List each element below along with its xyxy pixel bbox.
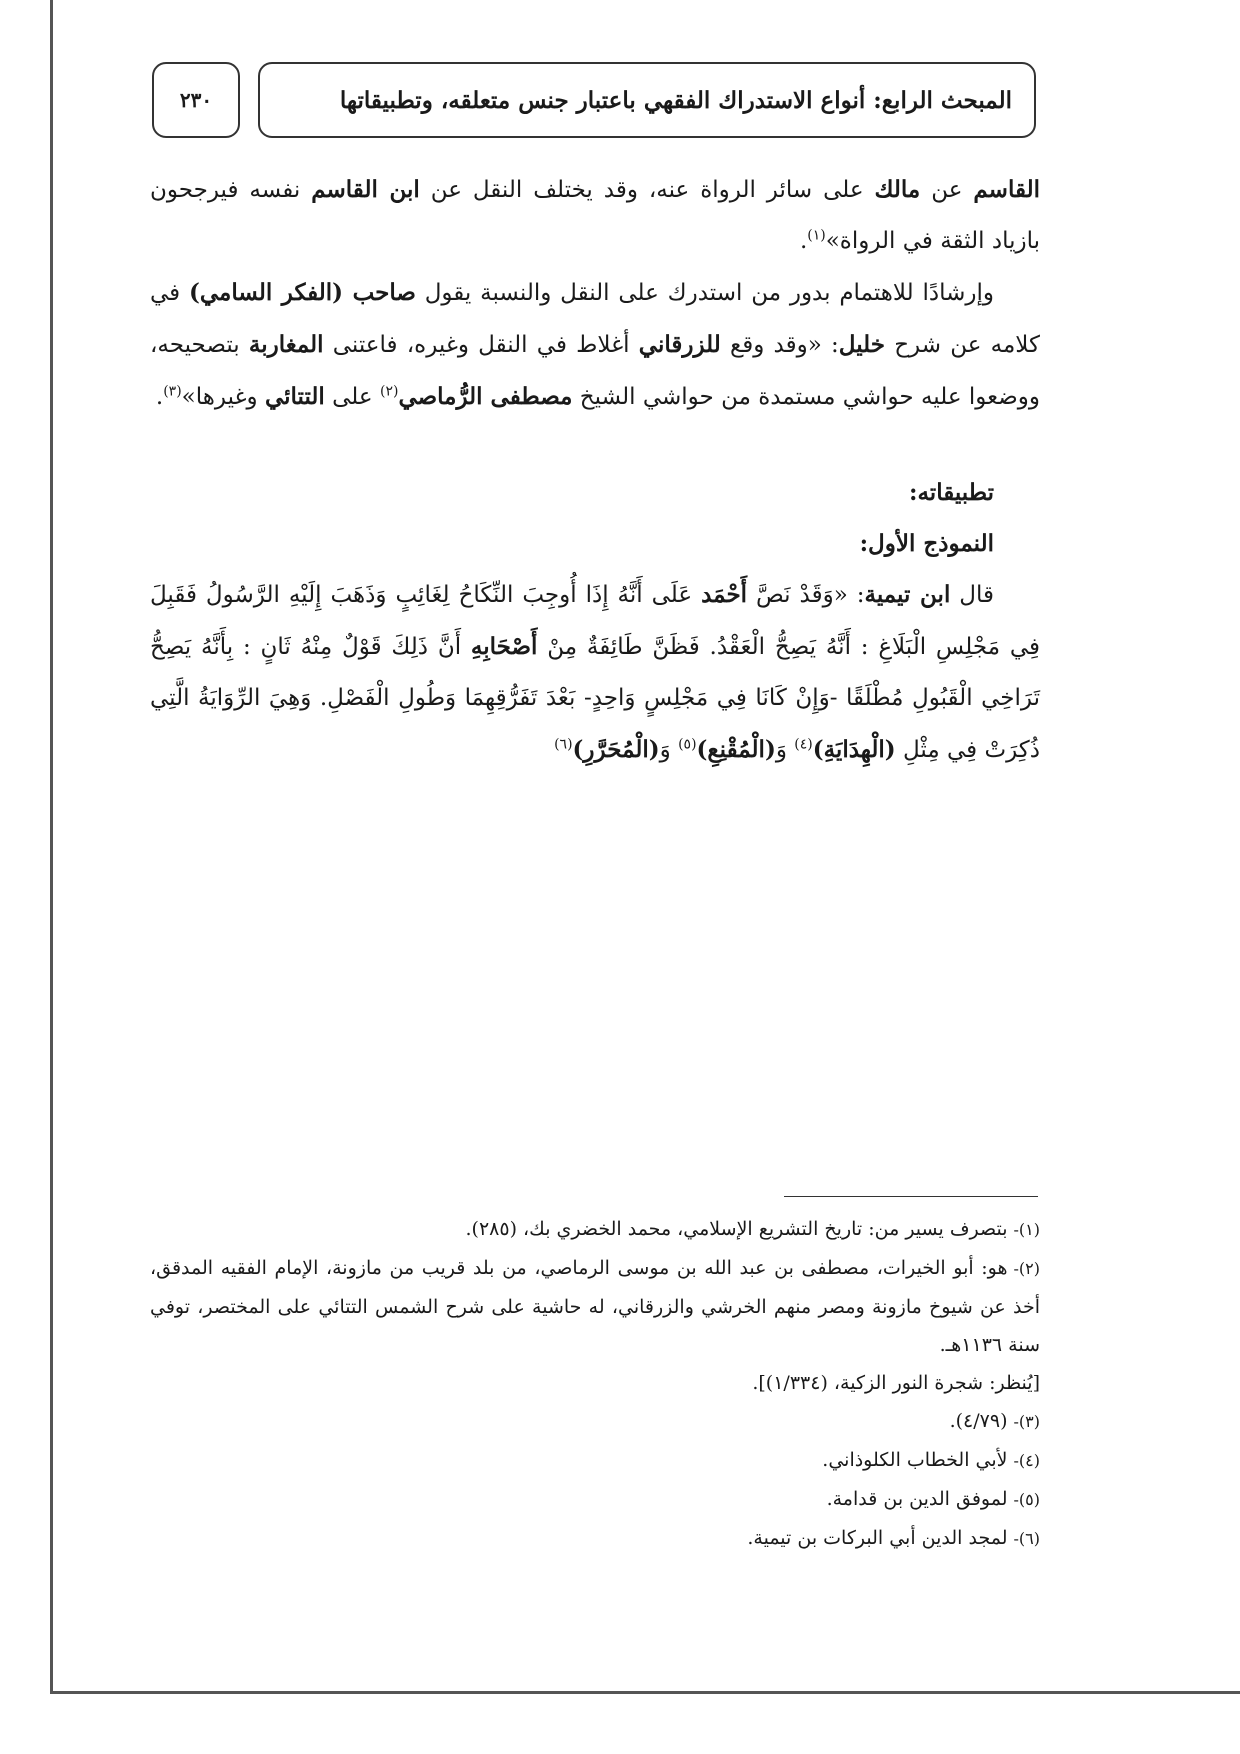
text-span: في كلامه عن شرح (150, 280, 1040, 358)
text-span: أغلاط في النقل وغيره، فاعتنى (323, 332, 639, 358)
footnote-5 (150, 1480, 1040, 1519)
footnote-separator (784, 1196, 1038, 1197)
text-span: القاسم (973, 176, 1040, 203)
main-text (150, 164, 1040, 776)
footnote-number: (٦)- (1013, 1529, 1040, 1548)
text-span: التتائي (264, 383, 325, 410)
footnote-number: (٥)- (1013, 1490, 1040, 1509)
footnote-2-reference: [يُنظر: شجرة النور الزكية، (١/٣٣٤)]. (752, 1372, 1040, 1394)
text-span: : «وَقَدْ نَصَّ (747, 582, 865, 608)
text-span: (الْهِدَايَةِ) (812, 736, 896, 763)
footnote-number: (١)- (1013, 1220, 1040, 1239)
footnote-number: (٣)- (1013, 1412, 1040, 1431)
text-span: صاحب (الفكر السامي) (188, 279, 416, 306)
footnote-text: بتصرف يسير من: تاريخ التشريع الإسلامي، محمد الخضري بك، (٢٨٥). (465, 1218, 1008, 1240)
text-span: وغيرها» (181, 384, 265, 410)
text-span: نفسه فيرجحون بازياد الثقة في الرواة» (150, 177, 1040, 254)
spacer (150, 423, 1040, 467)
footnote-4 (150, 1441, 1040, 1480)
footnote-text: لمجد الدين أبي البركات بن تيمية. (747, 1527, 1008, 1549)
text-span: . (155, 384, 164, 410)
page-number-box (152, 62, 240, 138)
text-span: وإرشادًا للاهتمام بدور من استدرك على النقل والنسبة يقول (415, 280, 994, 306)
footnote-ref[interactable]: (٢) (379, 383, 399, 400)
text-span: عَلَى أَنَّهُ إِذَا أُوجِبَ النِّكَاحُ لِغَائِبٍ وَذَهَبَ إِلَيْهِ الرَّسُولُ فَقَبِلَ فِي مَجْلِسِ الْبَلَاغِ : أَنَّهُ يَصِحُّ الْعَقْدُ. فَظَنَّ طَائِفَةٌ مِنْ (150, 582, 1040, 660)
section-heading-first-model: النموذج الأول: (859, 530, 994, 557)
footnote-6 (150, 1519, 1040, 1558)
text-span: عن (920, 177, 974, 203)
section-heading-applications: تطبيقاته: (908, 479, 994, 506)
text-span: (الْمُحَرَّرِ) (572, 736, 660, 763)
text-span: خليل (838, 331, 885, 358)
footnote-ref[interactable]: (٥) (678, 736, 697, 753)
text-span: ابن القاسم (311, 176, 420, 203)
footnotes (150, 1210, 1040, 1558)
text-span: وَ (775, 737, 795, 763)
text-span: أَحْمَد (701, 581, 748, 608)
footnote-ref[interactable]: (١) (807, 227, 826, 244)
text-span: مصطفى الرُّماصي (398, 383, 573, 410)
paragraph-3 (150, 569, 1040, 776)
text-span: أَنَّ ذَلِكَ قَوْلٌ مِنْهُ ثَانٍ : بِأَنَّهُ يَصِحُّ تَرَاخِي الْقَبُولِ مُطْلَقًا -وَإِنْ كَانَا فِي مَجْلِسٍ وَاحِدٍ- بَعْدَ تَفَرُّقِهِمَا وَطُولِ الْفَصْلِ. وَهِيَ الرِّوَايَةُ الَّتِي ذُكِرَتْ فِي مِثْلِ (150, 634, 1040, 763)
footnote-text: (٤/٧٩). (949, 1410, 1008, 1432)
footnote-3 (150, 1402, 1040, 1441)
text-span: المغاربة (248, 331, 324, 358)
header-title-text: المبحث الرابع: أنواع الاستدراك الفقهي باعتبار جنس متعلقه، وتطبيقاتها (339, 86, 1012, 114)
footnote-ref[interactable]: (٣) (163, 383, 182, 400)
footnote-text: لأبي الخطاب الكلوذاني. (822, 1449, 1008, 1471)
footnote-number: (٤)- (1013, 1451, 1040, 1470)
text-span: على (324, 384, 380, 410)
text-span: . (799, 228, 808, 254)
text-span: للزرقاني (638, 331, 721, 358)
text-span: وَ (659, 737, 679, 763)
text-span: قال (950, 582, 995, 608)
paragraph-2 (150, 267, 1040, 423)
text-span: ابن تيمية (864, 581, 951, 608)
page-number: ٢٣٠ (179, 88, 213, 112)
footnote-text: لموفق الدين بن قدامة. (826, 1488, 1008, 1510)
text-span: أَصْحَابِهِ (470, 633, 538, 660)
footnote-2 (150, 1249, 1040, 1364)
text-span: بتصحيحه، ووضعوا عليه حواشي مستمدة من حواشي الشيخ (150, 332, 1040, 410)
text-span: (الْمُقْنِعِ) (696, 736, 776, 763)
running-header-title (258, 62, 1036, 138)
footnote-ref[interactable]: (٦) (554, 736, 573, 753)
footnote-1 (150, 1210, 1040, 1249)
footnote-number: (٢)- (1013, 1259, 1040, 1278)
paragraph-1 (150, 164, 1040, 267)
text-span: على سائر الرواة عنه، وقد يختلف النقل عن (419, 177, 875, 203)
footnote-text: هو: أبو الخيرات، مصطفى بن عبد الله بن موسى الرماصي، من بلد قريب من مازونة، الإمام الفقيه المدقق، أخذ عن شيوخ مازونة ومصر منهم الخرشي والزرقاني، له حاشية على شرح الشمس التتائي على المختصر، توفي سنة ١١٣٦هـ. (150, 1257, 1040, 1356)
text-span: : «وقد وقع (720, 332, 839, 358)
text-span: مالك (874, 176, 921, 203)
footnote-ref[interactable]: (٤) (794, 736, 813, 753)
